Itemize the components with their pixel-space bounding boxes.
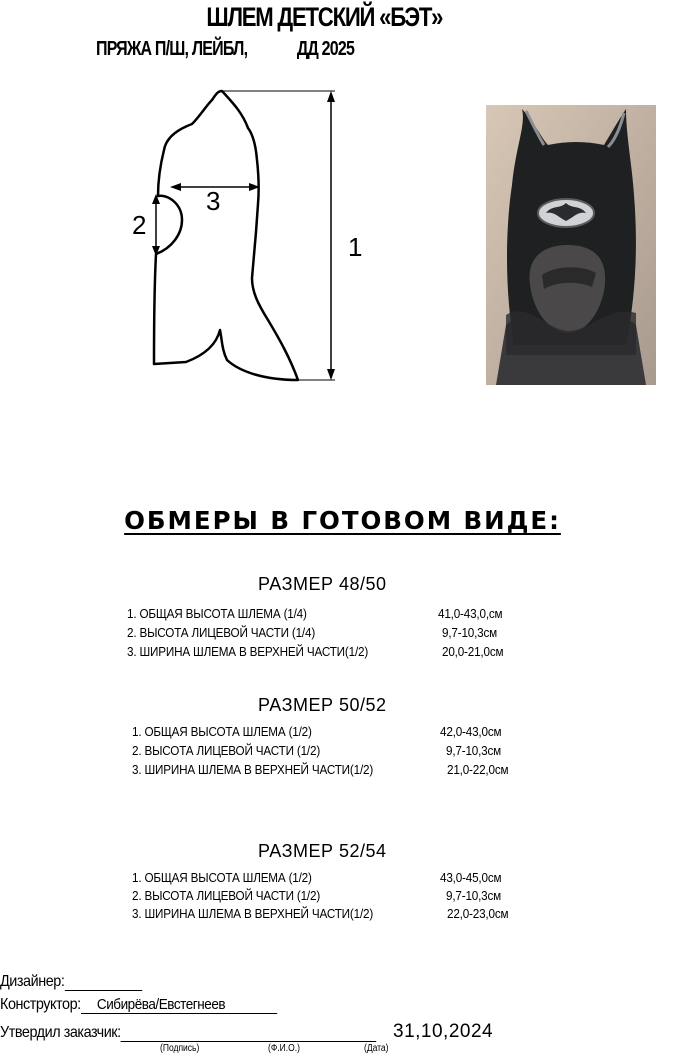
approved-row <box>0 1023 376 1042</box>
helmet-measurement-diagram <box>130 82 363 392</box>
constructor-name: Сибирёва/Евстегнеев <box>81 996 277 1014</box>
signature-caption: (Подпись) <box>160 1043 200 1054</box>
size-50-52-row-2-value: 9,7-10,3см <box>446 743 502 758</box>
helmet-outline <box>154 91 298 380</box>
balaclava-photo-illustration <box>486 105 656 385</box>
document-subtitle <box>96 38 354 61</box>
size-48-50-row-1-label: 1. ОБЩАЯ ВЫСОТА ШЛЕМА (1/4) <box>127 606 307 621</box>
subtitle-materials: ПРЯЖА П/Ш, ЛЕЙБЛ, <box>96 38 248 60</box>
approved-label: Утвердил заказчик: <box>0 1024 121 1041</box>
size-52-54-row-1-value: 43,0-45,0см <box>440 870 502 885</box>
size-50-52-row-3-value: 21,0-22,0см <box>447 762 509 777</box>
product-photo <box>486 105 656 385</box>
measure-label-width: 3 <box>206 186 221 216</box>
size-48-50-row-2-value: 9,7-10,3см <box>442 625 498 640</box>
size-52-54-row-1-label: 1. ОБЩАЯ ВЫСОТА ШЛЕМА (1/2) <box>132 870 312 885</box>
subtitle-season: ДД 2025 <box>296 38 355 60</box>
size-50-52-row-1-label: 1. ОБЩАЯ ВЫСОТА ШЛЕМА (1/2) <box>132 724 312 739</box>
size-50-52-row-2-label: 2. ВЫСОТА ЛИЦЕВОЙ ЧАСТИ (1/2) <box>132 743 321 758</box>
measure-label-face: 2 <box>132 210 147 240</box>
size-52-54-row-2-value: 9,7-10,3см <box>446 888 502 903</box>
size-52-54-row-3-label: 3. ШИРИНА ШЛЕМА В ВЕРХНЕЙ ЧАСТИ(1/2) <box>132 906 374 921</box>
size-title-50-52: РАЗМЕР 50/52 <box>258 695 387 715</box>
constructor-row <box>0 996 277 1014</box>
size-50-52-row-3-label: 3. ШИРИНА ШЛЕМА В ВЕРХНЕЙ ЧАСТИ(1/2) <box>132 762 374 777</box>
size-48-50-row-3-value: 20,0-21,0см <box>442 644 504 659</box>
size-52-54-row-2-label: 2. ВЫСОТА ЛИЦЕВОЙ ЧАСТИ (1/2) <box>132 888 321 903</box>
size-48-50-row-2-label: 2. ВЫСОТА ЛИЦЕВОЙ ЧАСТИ (1/4) <box>127 625 316 640</box>
designer-label: Дизайнер: <box>0 973 65 990</box>
measure-label-height: 1 <box>348 232 363 262</box>
designer-row <box>0 972 142 991</box>
size-48-50-row-3-label: 3. ШИРИНА ШЛЕМА В ВЕРХНЕЙ ЧАСТИ(1/2) <box>127 644 369 659</box>
approval-date: 31,10,2024 <box>393 1021 494 1042</box>
section-heading: ОБМЕРЫ В ГОТОВОМ ВИДЕ: <box>124 506 561 535</box>
fio-caption: (Ф.И.О.) <box>268 1043 300 1054</box>
size-title-48-50: РАЗМЕР 48/50 <box>258 574 387 594</box>
approved-signature-line <box>121 1023 377 1042</box>
document-title: ШЛЕМ ДЕТСКИЙ «БЭТ» <box>206 2 443 32</box>
size-50-52-row-1-value: 42,0-43,0см <box>440 724 502 739</box>
date-caption: (Дата) <box>364 1043 389 1054</box>
size-52-54-row-3-value: 22,0-23,0см <box>447 906 509 921</box>
size-48-50-row-1-value: 41,0-43,0,см <box>438 606 503 621</box>
constructor-label: Конструктор: <box>0 996 81 1013</box>
size-title-52-54: РАЗМЕР 52/54 <box>258 841 387 861</box>
designer-signature-line <box>64 972 141 991</box>
